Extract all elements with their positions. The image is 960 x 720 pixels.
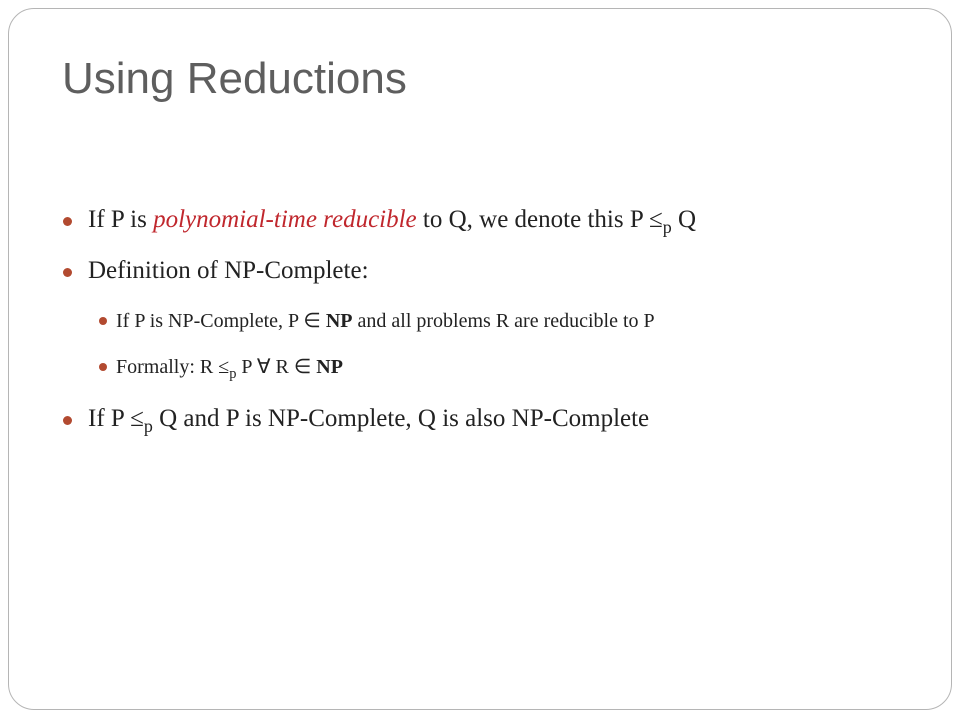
bullet-text: to Q, we denote this P [416,206,650,233]
emphasized-term: polynomial-time reducible [153,206,417,233]
slide-title: Using Reductions [62,54,407,103]
bullet-marker [63,217,72,226]
np-class-label: NP [325,310,353,332]
bullet-text: Definition of NP-Complete: [88,257,369,284]
sub-bullet-np-complete-condition [116,308,655,334]
for-all-symbol: ∀ [256,356,271,378]
element-of-symbol: ∈ [293,356,312,378]
leq-symbol: ≤ [649,206,663,233]
np-class-label: NP [316,356,343,378]
element-of-symbol: ∈ [303,310,321,332]
bullet-marker [63,268,72,277]
bullet-marker [99,317,107,325]
bullet-text: If P is NP-Complete, P [116,310,304,332]
bullet-text: Q [671,206,697,233]
bullet-text: If P is [88,206,154,233]
bullet-marker [63,416,72,425]
subscript-p: p [229,365,237,382]
bullet-text: P [236,356,257,378]
bullet-text: Q and P is NP-Complete, Q is also NP-Complete [152,405,650,432]
bullet-text: If P [88,405,131,432]
subscript-p: p [143,415,153,436]
bullet-text: Formally: R [116,356,219,378]
bullet-polynomial-reduction [88,205,696,236]
sub-bullet-formal-definition [116,354,343,382]
leq-symbol: ≤ [130,405,144,432]
bullet-marker [99,363,107,371]
bullet-np-complete-transfer [88,404,649,435]
bullet-text: R [270,356,294,378]
subscript-p: p [662,216,672,237]
leq-symbol: ≤ [218,356,230,378]
bullet-text: and all problems R are reducible to P [352,310,655,332]
bullet-definition-np-complete [88,256,369,286]
